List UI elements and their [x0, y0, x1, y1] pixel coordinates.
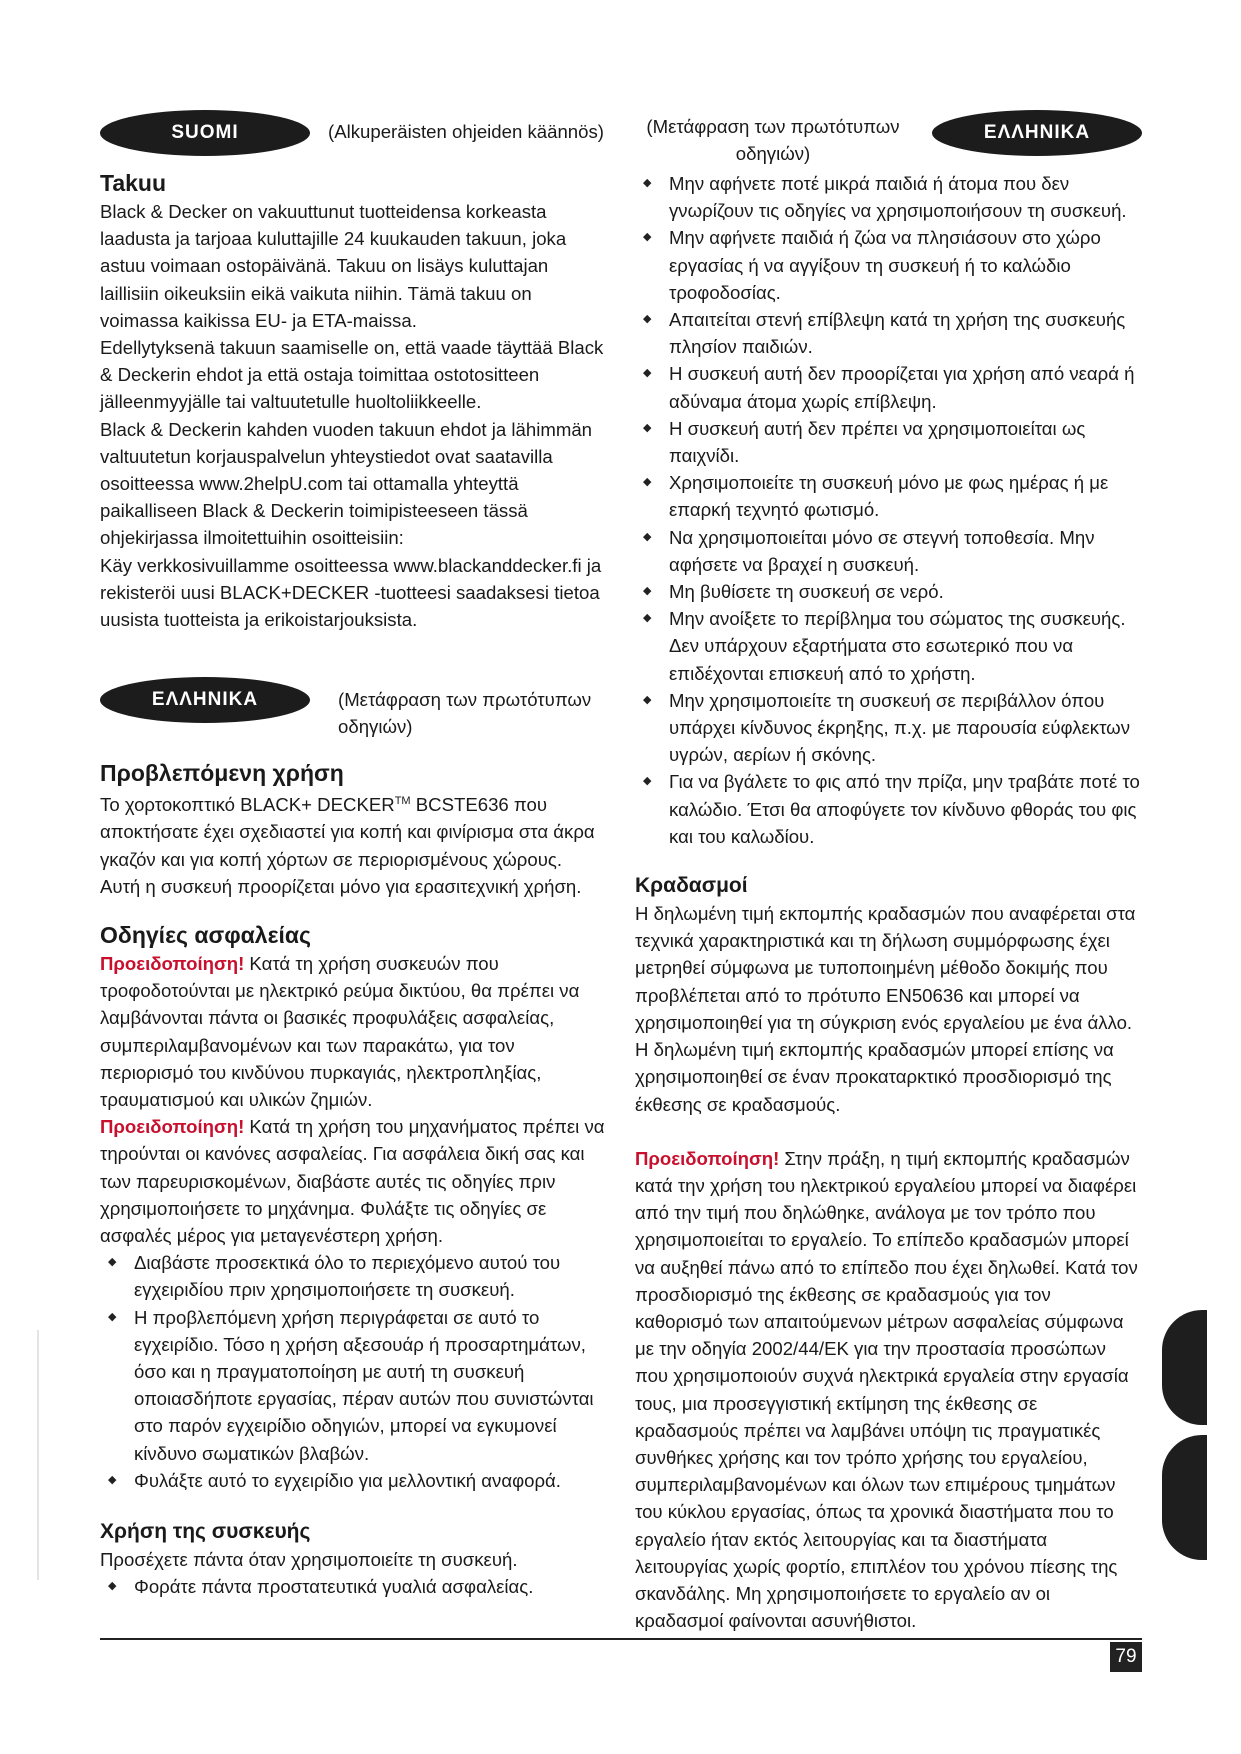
page-number: 79	[1110, 1642, 1142, 1672]
left-column-greek	[100, 758, 605, 1600]
language-pill-greek	[932, 110, 1142, 156]
list-item: ◆ Μην αφήνετε παιδιά ή ζώα να πλησιάσουν στο χώρο εργασίας ή να αγγίξουν τη συσκευή ή το καλώδιο τροφοδοσίας.	[635, 224, 1140, 306]
language-pill-greek	[100, 677, 310, 723]
list-item: ◆ Χρησιμοποιείτε τη συσκευή μόνο με φως ημέρας ή με επαρκή τεχνητό φωτισμό.	[635, 469, 1140, 523]
paragraph: Προειδοποίηση! Κατά τη χρήση του μηχανήματος πρέπει να τηρούνται οι κανόνες ασφαλείας. Για ασφάλεια δική σας και των παρευρισκομένων, διαβάστε αυτές τις οδηγίες πριν χρησιμοποιήσετε το μηχάνημα. Φυλάξτε τις οδηγίες σε ασφαλές μέρος για μεταγενέστερη χρήση.	[100, 1116, 605, 1247]
paragraph: Black & Decker on vakuuttunut tuotteidensa korkeasta laadusta ja tarjoaa kuluttajille 24 kuukauden takuun, joka astuu voimaan ostopäivänä. Takuu on lisäys kuluttajan laillisiin oikeuksiin eikä vaikuta niihin. Tämä takuu on voimassa kaikissa EU- ja ETA-maissa.	[100, 201, 567, 331]
warning-label: Προειδοποίηση!	[635, 1147, 780, 1169]
right-column	[635, 170, 1140, 1634]
paragraph: Edellytyksenä takuun saamiselle on, että vaade täyttää Black & Deckerin ehdot ja että ostaja toimittaa ostotositteen jälleenmyyjälle tai valtuutetulle huoltoliikkeelle.	[100, 337, 604, 413]
translation-note: (Alkuperäisten ohjeiden käännös)	[328, 121, 604, 142]
left-column	[100, 168, 605, 633]
side-tab-upper	[1162, 1310, 1207, 1425]
list-item: ◆ Διαβάστε προσεκτικά όλο το περιεχόμενο αυτού του εγχειριδίου πριν χρησιμοποιήσετε τη συσκευή.	[100, 1249, 605, 1303]
bullet-list	[100, 1249, 605, 1494]
list-item: ◆ Για να βγάλετε το φις από την πρίζα, μην τραβάτε ποτέ το καλώδιο. Έτσι θα αποφύγετε τον κίνδυνο φθοράς του φις και του καλωδίου.	[635, 768, 1140, 850]
paragraph: Black & Deckerin kahden vuoden takuun ehdot ja lähimmän valtuutetun korjauspalvelun yhteystiedot ovat saatavilla osoitteessa www.2helpU.com tai ottamalla yhteyttä paikalliseen Black & Deckerin toimipisteeseen tässä ohjekirjassa ilmoitettuihin osoitteisiin:	[100, 418, 592, 549]
trademark: TM	[394, 795, 411, 807]
list-item: ◆ Η συσκευή αυτή δεν πρέπει να χρησιμοποιείται ως παιχνίδι.	[635, 415, 1140, 469]
language-label: SUOMI	[171, 122, 239, 143]
list-item: ◆ Μη βυθίσετε τη συσκευή σε νερό.	[635, 578, 1140, 605]
translation-note: (Μετάφραση των πρωτότυπων οδηγιών)	[646, 116, 900, 164]
page-edge-line	[37, 1330, 39, 1580]
section-heading-intended-use: Προβλεπόμενη χρήση	[100, 760, 344, 786]
section-heading-safety: Οδηγίες ασφαλείας	[100, 922, 311, 948]
paragraph: Η δηλωμένη τιμή εκπομπής κραδασμών που αναφέρεται στα τεχνικά χαρακτηριστικά και τη δήλωση συμμόρφωσης έχει μετρηθεί σύμφωνα με τυποποιημένη μέθοδο δοκιμής που προβλέπεται από το πρότυπο EN50636 και μπορεί να χρησιμοποιηθεί για τη σύγκριση ενός εργαλείου με ένα άλλο. Η δηλωμένη τιμή εκπομπής κραδασμών μπορεί επίσης να χρησιμοποιηθεί σε έναν προκαταρκτικό προσδιορισμό της έκθεσης σε κραδασμούς.	[635, 903, 1136, 1115]
bullet-list	[635, 170, 1140, 850]
warning-label: Προειδοποίηση!	[100, 1116, 245, 1138]
section-heading-use: Χρήση της συσκευής	[100, 1520, 311, 1544]
paragraph: Προειδοποίηση! Στην πράξη, η τιμή εκπομπής κραδασμών κατά την χρήση του ηλεκτρικού εργαλείου μπορεί να διαφέρει από την τιμή που δηλώθηκε, ανάλογα με τον τρόπο που χρησιμοποιείται το εργαλείο. Το επίπεδο κραδασμών μπορεί να αυξηθεί πάνω από το επίπεδο που έχει δηλωθεί. Κατά τον προσδιορισμό της έκθεσης σε κραδασμούς για τον καθορισμό των απαιτούμενων μέτρων ασφαλείας σύμφωνα με την οδηγία 2002/44/ΕΚ για την προστασία προσώπων που χρησιμοποιούν συχνά ηλεκτρικά εργαλεία στην εργασία τους, μια προσεγγιστική εκτίμηση της έκθεσης σε κραδασμούς πρέπει να λαμβάνει υπόψη τις πραγματικές συνθήκες χρήσης και τον τρόπο χρήσης του εργαλείου, συμπεριλαμβανομένων και όλων των επιμέρους τμημάτων του κύκλου εργασίας, όπως τα χρονικά διαστήματα που το εργαλείο ήταν εκτός λειτουργίας και τα διαστήματα λειτουργίας χωρίς φορτίο, επιπλέον του χρόνου πίεσης της σκανδάλης. Μη χρησιμοποιήσετε το εργαλείο αν οι κραδασμοί φαίνονται ασυνήθιστοι.	[635, 1147, 1138, 1632]
paragraph: Προειδοποίηση! Κατά τη χρήση συσκευών που τροφοδοτούνται με ηλεκτρικό ρεύμα δικτύου, θα πρέπει να λαμβάνονται πάντα οι βασικές προφυλάξεις ασφαλείας, συμπεριλαμβανομένων και των παρακάτω, για τον περιορισμό του κινδύνου πυρκαγιάς, ηλεκτροπληξίας, τραυματισμού και υλικών ζημιών.	[100, 953, 580, 1111]
list-item: ◆ Μην αφήνετε ποτέ μικρά παιδιά ή άτομα που δεν γνωρίζουν τις οδηγίες να χρησιμοποιήσουν τη συσκευή.	[635, 170, 1140, 224]
language-label: ΕΛΛΗΝΙΚΑ	[151, 689, 259, 710]
list-item: ◆ Να χρησιμοποιείται μόνο σε στεγνή τοποθεσία. Μην αφήσετε να βραχεί η συσκευή.	[635, 524, 1140, 578]
bullet-list	[100, 1573, 605, 1600]
warning-label: Προειδοποίηση!	[100, 953, 245, 974]
side-tab-lower	[1162, 1435, 1207, 1560]
paragraph: Προσέχετε πάντα όταν χρησιμοποιείτε τη συσκευή.	[100, 1549, 518, 1571]
section-heading-takuu: Takuu	[100, 170, 167, 196]
translation-note: (Μετάφραση των πρωτότυπων οδηγιών)	[338, 689, 592, 737]
section-heading-vibrations: Κραδασμοί	[635, 874, 748, 898]
list-item: ◆ Μην ανοίξετε το περίβλημα του σώματος της συσκευής. Δεν υπάρχουν εξαρτήματα στο εσωτερικό που να επιδέχονται επισκευή από το χρήστη.	[635, 605, 1140, 687]
language-pill-suomi	[100, 110, 310, 156]
list-item: ◆ Η συσκευή αυτή δεν προορίζεται για χρήση από νεαρά ή αδύναμα άτομα χωρίς επίβλεψη.	[635, 360, 1140, 414]
list-item: ◆ Απαιτείται στενή επίβλεψη κατά τη χρήση της συσκευής πλησίον παιδιών.	[635, 306, 1140, 360]
paragraph: Käy verkkosivuillamme osoitteessa www.blackanddecker.fi ja rekisteröi uusi BLACK+DECKER -tuotteesi saadaksesi tietoa uusista tuotteista ja erikoistarjouksista.	[100, 554, 602, 631]
list-item: ◆ Φυλάξτε αυτό το εγχειρίδιο για μελλοντική αναφορά.	[100, 1467, 605, 1494]
list-item: ◆ Φοράτε πάντα προστατευτικά γυαλιά ασφαλείας.	[100, 1573, 605, 1600]
paragraph: Το χορτοκοπτικό BLACK+ DECKER™ BCSTE636 που αποκτήσατε έχει σχεδιαστεί για κοπή και φινίρισμα στα άκρα γκαζόν και για κοπή χόρτων σε περιορισμένους χώρους. Αυτή η συσκευή προορίζεται μόνο για ερασιτεχνική χρήση.	[100, 794, 595, 897]
footer-rule	[100, 1638, 1142, 1640]
list-item: ◆ Μην χρησιμοποιείτε τη συσκευή σε περιβάλλον όπου υπάρχει κίνδυνος έκρηξης, π.χ. με παρουσία εύφλεκτων υγρών, αερίων ή σκόνης.	[635, 687, 1140, 769]
list-item: ◆ Η προβλεπόμενη χρήση περιγράφεται σε αυτό το εγχειρίδιο. Τόσο η χρήση αξεσουάρ ή προσαρτημάτων, όσο και η πραγματοποίηση με αυτή τη συσκευή οποιασδήποτε εργασίας, πέραν αυτών που συνιστώνται στο παρόν εγχειρίδιο οδηγιών, μπορεί να εγκυμονεί κίνδυνο σωματικών βλαβών.	[100, 1304, 605, 1467]
language-label: ΕΛΛΗΝΙΚΑ	[983, 122, 1091, 143]
